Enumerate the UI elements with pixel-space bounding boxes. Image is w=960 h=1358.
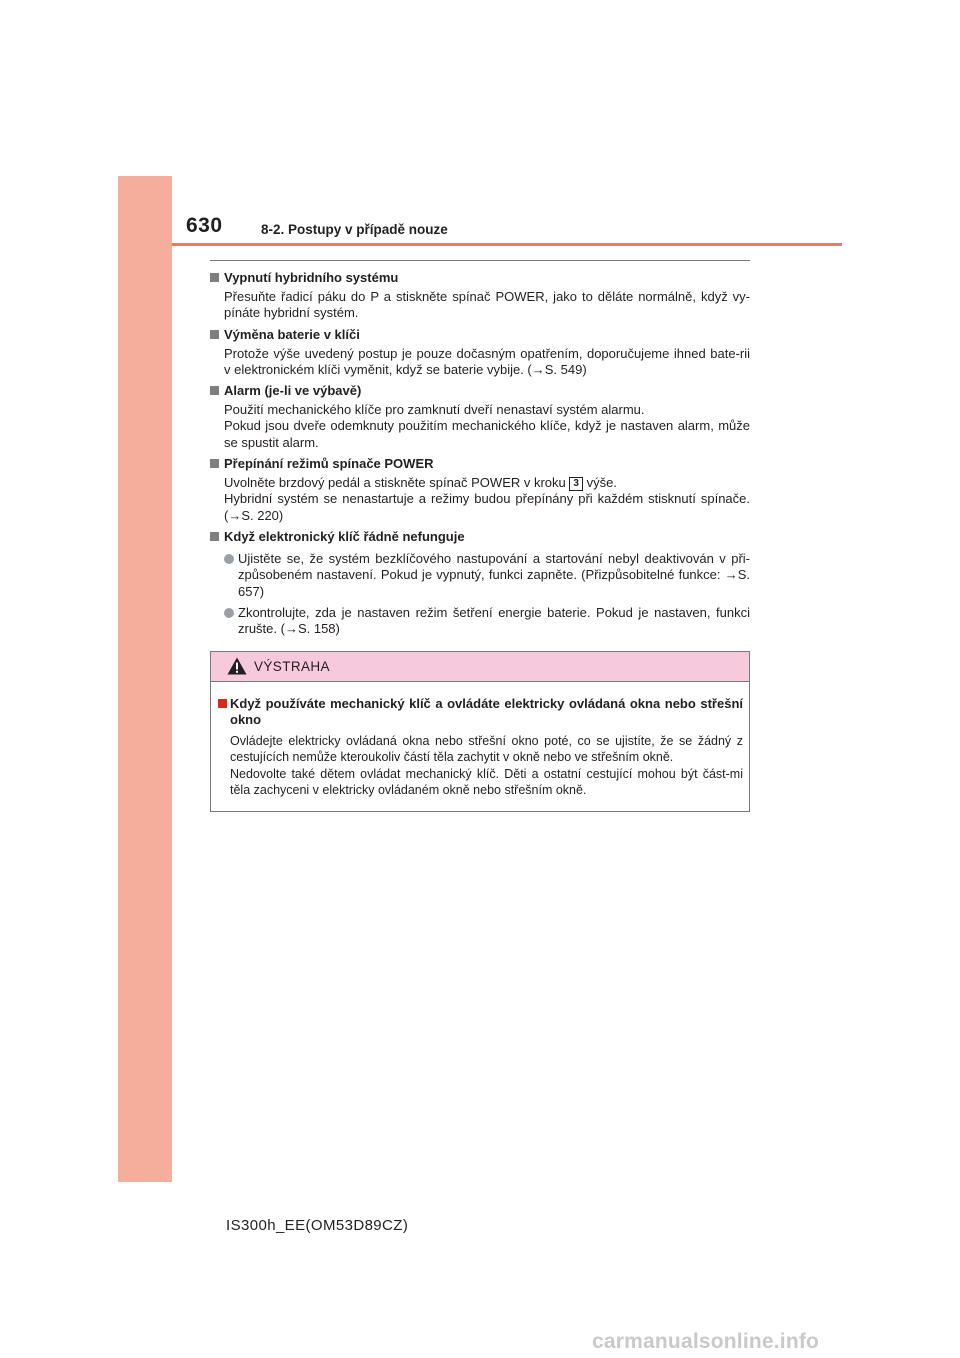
content-top-rule <box>210 260 750 261</box>
warning-body <box>211 682 749 798</box>
circle-bullet-icon <box>224 554 234 564</box>
section-heading: Vypnutí hybridního systému <box>210 269 750 287</box>
watermark-logo: carmanualsonline.info <box>592 1330 820 1353</box>
content-area <box>210 269 750 641</box>
page-number: 630 <box>186 214 223 237</box>
manual-code: IS300h_EE(OM53D89CZ) <box>226 1217 409 1234</box>
square-bullet-icon <box>210 273 219 282</box>
list-item: Ujistěte se, že systém bezklíčového nastupování a startování nebyl deaktivován v při-způsobeném nastavení. Pokud je vypnutý, funkci zapněte. (Přizpůsobitelné funkce: →S. 657) <box>224 551 750 600</box>
section-paragraph: Použití mechanického klíče pro zamknutí dveří nenastaví systém alarmu. <box>224 402 645 418</box>
section-key-malfunction <box>210 528 750 637</box>
step-number-badge: 3 <box>569 477 583 491</box>
section-paragraph: Protože výše uvedený postup je pouze dočasným opatřením, doporučujeme ihned bate-rii v elektronickém klíči vyměnit, když se baterie vybije. (→S. 549) <box>224 345 750 377</box>
chapter-title: 8-2. Postupy v případě nouze <box>261 222 448 237</box>
section-power-modes <box>210 455 750 524</box>
warning-box <box>210 651 750 812</box>
warning-paragraph: Ovládejte elektricky ovládaná okna nebo střešní okno poté, co se ujistíte, že se žádný z cestujících nemůže kteroukoliv částí těla zachytit v okně nebo ve střešním okně. <box>230 734 743 765</box>
section-paragraph: Pokud jsou dveře odemknuty použitím mechanického klíče, když je nastaven alarm, může se spustit alarm. <box>224 418 750 450</box>
square-bullet-icon <box>210 532 219 541</box>
section-hybrid-off <box>210 269 750 322</box>
warning-header <box>211 652 749 682</box>
section-heading: Alarm (je-li ve výbavě) <box>210 382 750 400</box>
section-heading: Výměna baterie v klíči <box>210 326 750 344</box>
square-bullet-icon <box>210 459 219 468</box>
side-color-band <box>118 176 172 1182</box>
warning-paragraph: Nedovolte také dětem ovládat mechanický klíč. Děti a ostatní cestující mohou být část-mi těla zachyceni v elektricky ovládaném okně nebo střešním okně. <box>230 766 743 797</box>
square-bullet-icon <box>210 386 219 395</box>
warning-triangle-icon <box>227 657 247 675</box>
step-reference-line: Uvolněte brzdový pedál a stiskněte spínač POWER v kroku 3 výše. <box>224 475 617 491</box>
square-bullet-icon <box>210 330 219 339</box>
warning-title: VÝSTRAHA <box>254 659 330 674</box>
list-item: Zkontrolujte, zda je nastaven režim šetření energie baterie. Pokud je nastaven, funkci zrušte. (→S. 158) <box>224 605 750 638</box>
warning-heading: Když používáte mechanický klíč a ovládáte elektricky ovládaná okna nebo střešní okno <box>218 696 743 728</box>
section-heading: Přepínání režimů spínače POWER <box>210 455 750 473</box>
section-paragraph: Přesuňte řadicí páku do P a stiskněte spínač POWER, jako to děláte normálně, když vy-pínáte hybridní systém. <box>224 289 750 321</box>
red-square-bullet-icon <box>218 699 227 708</box>
section-key-battery <box>210 326 750 379</box>
section-alarm <box>210 382 750 451</box>
header-rule <box>172 243 842 246</box>
section-paragraph: Hybridní systém se nenastartuje a režimy budou přepínány při každém stisknutí spínače. (→S. 220) <box>224 491 750 523</box>
section-heading: Když elektronický klíč řádně nefunguje <box>210 528 750 546</box>
circle-bullet-icon <box>224 608 234 618</box>
